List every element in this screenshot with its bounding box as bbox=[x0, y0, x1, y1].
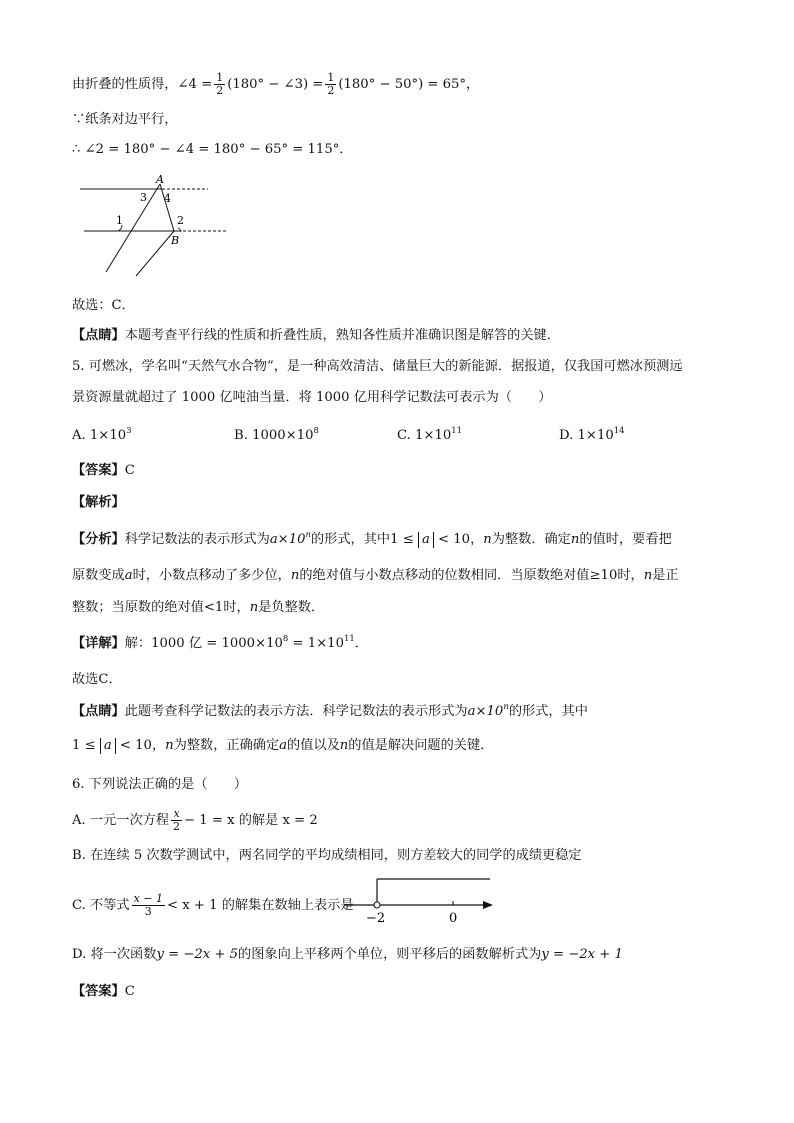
t: 是负整数． bbox=[258, 600, 325, 615]
q5-option-a bbox=[72, 426, 132, 446]
t: = 1×10 bbox=[288, 636, 344, 651]
t: 的值是解决问题的关键． bbox=[348, 738, 494, 753]
t: n bbox=[643, 568, 653, 583]
opt-letter: B. bbox=[234, 428, 248, 443]
fenxi-tag: 【分析】 bbox=[72, 532, 125, 547]
detail-tag: 【详解】 bbox=[72, 636, 125, 651]
fold-prefix: 由折叠的性质得， bbox=[72, 77, 178, 92]
t: C. 不等式 bbox=[72, 898, 130, 913]
t: a bbox=[279, 738, 288, 753]
t: 的值时，要看把 bbox=[579, 532, 672, 547]
opt-base: 1×10 bbox=[415, 428, 452, 443]
fold-a: ∠4 = bbox=[177, 77, 213, 92]
comment-tag: 【点睛】 bbox=[72, 704, 125, 719]
comment-tag: 【点睛】 bbox=[72, 328, 125, 343]
label-4: 4 bbox=[164, 192, 171, 205]
half-den-2: 2 bbox=[327, 84, 335, 97]
opt-base: 1×10 bbox=[577, 428, 614, 443]
t: A. 一元一次方程 bbox=[72, 813, 170, 828]
fold-line bbox=[72, 72, 479, 97]
t: a×10 bbox=[467, 704, 504, 719]
opt-letter: D. bbox=[559, 428, 574, 443]
axis-arrow bbox=[483, 901, 493, 909]
t: 11 bbox=[343, 634, 355, 644]
answer-tag: 【答案】 bbox=[72, 984, 125, 999]
t: 8 bbox=[282, 634, 289, 644]
half-fraction-2 bbox=[325, 72, 336, 97]
t: y = −2x + 1 bbox=[541, 947, 623, 962]
half-den: 2 bbox=[216, 84, 224, 97]
q5-comment-2 bbox=[72, 736, 493, 756]
q6-option-a bbox=[72, 808, 318, 833]
q5-option-d bbox=[559, 426, 625, 446]
q5-detail bbox=[72, 634, 368, 654]
half-num: 1 bbox=[216, 71, 224, 84]
q5-stem-2: 景资源量就超过了 1000 亿吨油当量．将 1000 亿用科学记数法可表示为（ ） bbox=[72, 390, 552, 405]
q5-option-b bbox=[234, 426, 319, 446]
q6-option-b: B. 在连续 5 次数学测试中，两名同学的平均成绩相同，则方差较大的同学的成绩更稳定 bbox=[72, 848, 582, 863]
t: D. 将一次函数 bbox=[72, 947, 157, 962]
half-fraction bbox=[214, 72, 225, 97]
therefore-line: ∴ ∠2 = 180° − ∠4 = 180° − 65° = 115°． bbox=[72, 142, 353, 157]
t: n bbox=[305, 530, 311, 540]
t: 1 ≤ bbox=[390, 532, 414, 547]
fold-edge-left bbox=[106, 184, 160, 272]
t: n bbox=[290, 568, 300, 583]
t: n bbox=[165, 738, 174, 753]
t: 科学记数法的表示形式为 bbox=[124, 532, 270, 547]
t: 的绝对值与小数点移动的位数相同．当原数绝对值≥10时， bbox=[299, 568, 644, 583]
q5-comment-1 bbox=[72, 702, 588, 722]
label-3: 3 bbox=[140, 191, 147, 204]
answer-tag: 【答案】 bbox=[72, 463, 125, 478]
t: n bbox=[570, 532, 580, 547]
q4-choose: 故选：C． bbox=[72, 298, 135, 313]
strip-lower-edge bbox=[136, 231, 174, 276]
t: 的值以及 bbox=[287, 738, 340, 753]
t: 此题考查科学记数法的表示方法．科学记数法的表示形式为 bbox=[124, 704, 468, 719]
t: a×10 bbox=[269, 532, 306, 547]
den: 2 bbox=[173, 820, 181, 833]
t: n bbox=[483, 532, 492, 547]
parallel-line: ∵纸条对边平行， bbox=[72, 112, 178, 127]
num: x − 1 bbox=[133, 892, 163, 905]
t: 的形式，其中 bbox=[508, 704, 588, 719]
q4-comment-line bbox=[72, 326, 560, 346]
t: 为整数．确定 bbox=[491, 532, 571, 547]
t: n bbox=[339, 738, 349, 753]
t: < 10， bbox=[438, 532, 484, 547]
opt-exp: 14 bbox=[613, 426, 625, 436]
answer-value: C bbox=[124, 463, 135, 478]
q5-fenxi-2 bbox=[72, 566, 679, 586]
q6-answer bbox=[72, 982, 135, 1002]
t: y = −2x + 5 bbox=[156, 947, 239, 962]
abs-a: a bbox=[418, 532, 434, 548]
num: x bbox=[171, 808, 182, 821]
q6-option-d bbox=[72, 945, 623, 965]
tick-label-m2: −2 bbox=[366, 911, 386, 926]
t: 是正 bbox=[652, 568, 679, 583]
q6-stem: 6. 下列说法正确的是（ ） bbox=[72, 777, 248, 792]
q5-choose: 故选C． bbox=[72, 672, 122, 687]
eq-fraction bbox=[171, 808, 182, 833]
t: n bbox=[249, 600, 259, 615]
t: a bbox=[124, 568, 133, 583]
tick-label-0: 0 bbox=[449, 911, 458, 926]
t: 解：1000 亿 = 1000×10 bbox=[124, 636, 283, 651]
den: 3 bbox=[144, 905, 152, 918]
label-1: 1 bbox=[116, 214, 123, 227]
opt-base: 1000×10 bbox=[252, 428, 314, 443]
label-B: B bbox=[171, 234, 180, 247]
label-2: 2 bbox=[177, 214, 184, 227]
q5-answer bbox=[72, 461, 135, 481]
label-A: A bbox=[156, 173, 164, 186]
number-line bbox=[340, 874, 500, 926]
fold-figure bbox=[78, 172, 238, 280]
q5-analysis-tag: 【解析】 bbox=[72, 495, 125, 510]
t: n bbox=[503, 702, 509, 712]
t: 的形式，其中 bbox=[311, 532, 391, 547]
t: − 1 = x 的解是 x = 2 bbox=[184, 813, 318, 828]
fold-c: (180° − 50°) = 65°， bbox=[338, 77, 480, 92]
t: 的图象向上平移两个单位，则平移后的函数解析式为 bbox=[238, 947, 542, 962]
half-num-2: 1 bbox=[327, 71, 335, 84]
t: 原数变成 bbox=[72, 568, 125, 583]
ineq-fraction bbox=[132, 893, 165, 918]
opt-exp: 3 bbox=[126, 426, 132, 436]
q5-fenxi-3 bbox=[72, 598, 324, 618]
comment-text: 本题考查平行线的性质和折叠性质，熟知各性质并准确识图是解答的关键． bbox=[124, 328, 560, 343]
opt-letter: A. bbox=[72, 428, 86, 443]
opt-exp: 8 bbox=[313, 426, 319, 436]
open-point bbox=[374, 902, 380, 908]
fold-b: (180° − ∠3) = bbox=[227, 77, 324, 92]
t: ． bbox=[354, 636, 368, 651]
t: < 10， bbox=[119, 738, 166, 753]
opt-exp: 11 bbox=[451, 426, 463, 436]
q5-option-c bbox=[397, 426, 462, 446]
opt-base: 1×10 bbox=[89, 428, 127, 443]
t: < x + 1 的解集在数轴上表示是 bbox=[167, 898, 354, 913]
opt-letter: C. bbox=[397, 428, 411, 443]
t: 1 ≤ bbox=[72, 738, 96, 753]
t: 整数；当原数的绝对值<1时， bbox=[72, 600, 250, 615]
t: 时，小数点移动了多少位， bbox=[132, 568, 291, 583]
t: 为整数，正确确定 bbox=[173, 738, 280, 753]
answer-value: C bbox=[124, 984, 135, 999]
abs-a: a bbox=[100, 738, 116, 754]
q5-fenxi-1 bbox=[72, 530, 672, 550]
q5-stem-1: 5. 可燃冰，学名叫“天然气水合物”，是一种高效清洁、储量巨大的新能源．据报道，仅我国可燃冰预测远 bbox=[72, 359, 683, 374]
q6-option-c bbox=[72, 893, 354, 918]
